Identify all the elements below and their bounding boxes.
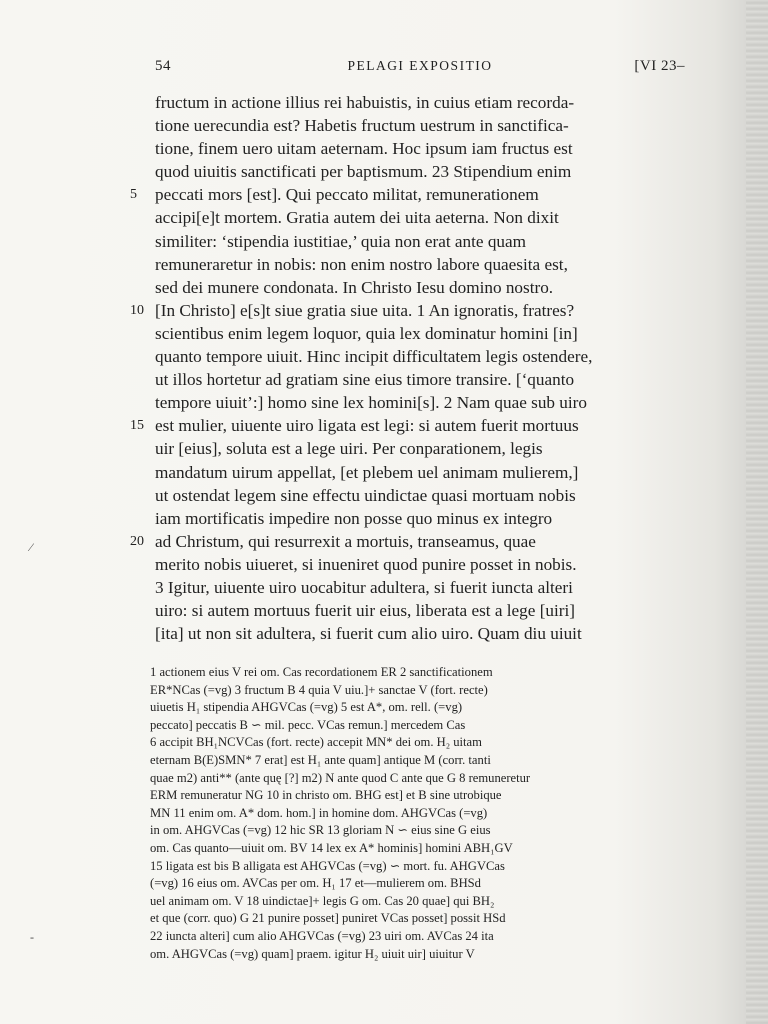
text-line	[130, 345, 690, 368]
main-text	[130, 91, 690, 645]
line-text: peccati mors [est]. Qui peccato militat, remunerationem	[155, 185, 539, 205]
text-line	[130, 599, 690, 622]
apparatus-line: uiuetis H₁ stipendia AHGVCas (=vg) 5 est A*, om. rell. (=vg)	[150, 700, 463, 715]
line-text: remuneraretur in nobis: non enim nostro labore quaesita est,	[155, 254, 568, 274]
line-text: [In Christo] e[s]t siue gratia siue uita. 1 An ignoratis, fratres?	[155, 300, 575, 320]
text-line	[130, 368, 690, 391]
apparatus-line: in om. AHGVCas (=vg) 12 hic SR 13 gloriam N ∽ eius sine G eius	[150, 823, 491, 838]
apparatus-line: 22 iuncta alteri] cum alio AHGVCas (=vg) 23 uiri om. AVCas 24 ita	[150, 928, 494, 943]
text-line	[130, 299, 690, 322]
line-text: tione, finem uero uitam aeternam. Hoc ipsum iam fructus est	[155, 139, 573, 159]
line-text: sed dei munere condonata. In Christo Iesu domino nostro.	[155, 277, 554, 297]
line-text: fructum in actione illius rei habuistis, in cuius etiam recorda-	[155, 93, 575, 112]
line-text: ut illos hortetur ad gratiam sine eius timore transire. [‘quanto	[155, 370, 575, 390]
apparatus-line: MN 11 enim om. A* dom. hom.] in homine dom. AHGVCas (=vg)	[150, 805, 488, 820]
apparatus-line: et que (corr. quo) G 21 punire posset] puniret VCas posset] possit HSd	[150, 911, 506, 926]
apparatus-line: 6 accipit BH₁NCVCas (fort. recte) accepit MN* dei om. H₂ uitam	[150, 735, 482, 750]
running-title: PELAGI EXPOSITIO	[347, 58, 493, 73]
margin-mark: -	[30, 930, 34, 944]
text-line	[130, 437, 690, 460]
text-line	[130, 530, 690, 553]
text-line	[130, 622, 690, 645]
line-text: [ita] ut non sit adultera, si fuerit cum alio uiro. Quam diu uiuit	[155, 624, 582, 644]
line-text: ut ostendat legem sine effectu uindictae quasi mortuam nobis	[155, 485, 576, 505]
page-number: 54	[155, 58, 171, 74]
apparatus-line: uel animam om. V 18 uindictae]+ legis G om. Cas 20 quae] qui BH₂	[150, 893, 495, 908]
line-number: 15	[130, 418, 144, 434]
text-line	[130, 230, 690, 253]
text-line	[130, 137, 690, 160]
line-text: uiro: si autem mortuus fuerit uir eius, liberata est a lege [uiri]	[155, 601, 576, 621]
apparatus-line: ERM remuneratur NG 10 in christo om. BHG est] et B sine utrobique	[150, 788, 502, 803]
text-line	[130, 461, 690, 484]
apparatus-line: 15 ligata est bis B alligata est AHGVCas (=vg) ∽ mort. fu. AHGVCas	[150, 858, 505, 873]
line-text: iam mortificatis impedire non posse quo minus ex integro	[155, 508, 553, 528]
text-line	[130, 91, 690, 114]
apparatus-line: eternam B(E)SMN* 7 erat] est H₁ ante quam] antique M (corr. tanti	[150, 752, 491, 767]
line-text: similiter: ‘stipendia iustitiae,’ quia non erat ante quam	[155, 231, 527, 251]
chapter-reference: [VI 23–	[634, 58, 685, 74]
text-line	[130, 183, 690, 206]
apparatus-line: quae m2) anti** (ante quę [?] m2) N ante quod C ante que G 8 remuneretur	[150, 770, 531, 785]
text-line	[130, 253, 690, 276]
line-text: est mulier, uiuente uiro ligata est legi: si autem fuerit mortuus	[155, 416, 579, 436]
line-text: uir [eius], soluta est a lege uiri. Per conparationem, legis	[155, 439, 543, 459]
text-line	[130, 414, 690, 437]
line-text: merito nobis uiueret, si inueniret quod punire posset in nobis.	[155, 554, 577, 574]
text-line	[130, 553, 690, 576]
apparatus-line: om. Cas quanto—uiuit om. BV 14 lex ex A* hominis] homini ABH₁GV	[150, 840, 513, 855]
apparatus-line: (=vg) 16 eius om. AVCas per om. H₁ 17 et—mulierem om. BHSd	[150, 876, 481, 891]
line-text: scientibus enim legem loquor, quia lex dominatur homini [in]	[155, 323, 578, 343]
line-text: quod uiuitis sanctificati per baptismum. 23 Stipendium enim	[155, 162, 572, 182]
text-line	[130, 576, 690, 599]
text-line	[130, 206, 690, 229]
text-line	[130, 391, 690, 414]
text-line	[130, 484, 690, 507]
line-number: 20	[130, 533, 144, 549]
text-line	[130, 322, 690, 345]
text-line	[130, 114, 690, 137]
line-text: quanto tempore uiuit. Hinc incipit difficultatem legis ostendere,	[155, 347, 593, 367]
line-text: accipi[e]t mortem. Gratia autem dei uita aeterna. Non dixit	[155, 208, 559, 228]
text-line	[130, 507, 690, 530]
apparatus-line: 1 actionem eius V rei om. Cas recordationem ER 2 sanctificationem	[150, 665, 493, 679]
page-edge	[746, 0, 768, 1024]
text-line	[130, 276, 690, 299]
line-text: mandatum uirum appellat, [et plebem uel animam mulierem,]	[155, 462, 579, 482]
apparatus-line: peccato] peccatis B ∽ mil. pecc. VCas remun.] mercedem Cas	[150, 717, 466, 732]
line-text: 3 Igitur, uiuente uiro uocabitur adultera, si fuerit iuncta alteri	[155, 577, 573, 597]
line-text: ad Christum, qui resurrexit a mortuis, transeamus, quae	[155, 531, 536, 551]
apparatus-line: ER*NCas (=vg) 3 fructum B 4 quia V uiu.]+ sanctae V (fort. recte)	[150, 682, 488, 697]
line-number: 5	[130, 187, 137, 203]
critical-apparatus	[150, 664, 690, 963]
line-text: tempore uiuit’:] homo sine lex homini[s]. 2 Nam quae sub uiro	[155, 393, 587, 413]
text-line	[130, 160, 690, 183]
margin-mark: ⁄	[30, 540, 33, 554]
running-header	[155, 58, 685, 80]
line-text: tione uerecundia est? Habetis fructum uestrum in sanctifica-	[155, 116, 569, 136]
line-number: 10	[130, 302, 144, 318]
apparatus-line: om. AHGVCas (=vg) quam] praem. igitur H₂ uiuit uir] uiuitur V	[150, 946, 475, 961]
